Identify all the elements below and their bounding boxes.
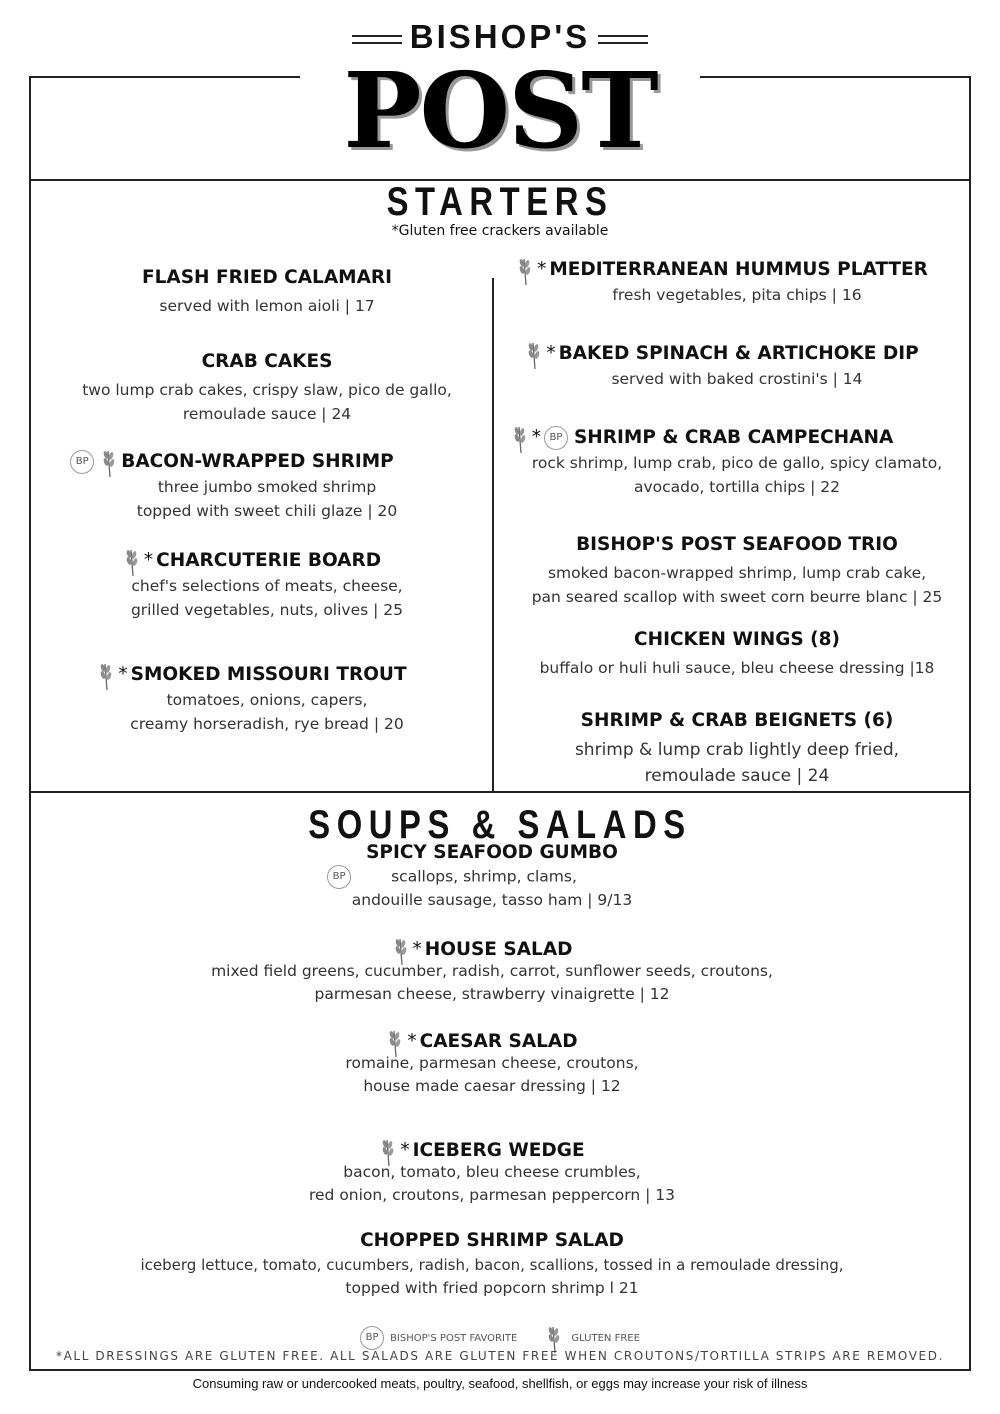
item-desc: two lump crab cakes, crispy slaw, pico de gallo, <box>82 381 452 399</box>
health-warning: Consuming raw or undercooked meats, poultry, seafood, shellfish, or eggs may increase your risk of illness <box>192 1376 808 1391</box>
section-divider <box>30 791 970 793</box>
item-desc: served with lemon aioli | 17 <box>159 297 375 315</box>
bp-favorite-icon: BP <box>327 865 351 889</box>
item-desc: buffalo or huli huli sauce, bleu cheese dressing |18 <box>539 659 935 677</box>
menu-item <box>82 935 902 1006</box>
menu-item <box>477 423 997 499</box>
item-desc: avocado, tortilla chips | 22 <box>633 478 841 496</box>
item-desc: grilled vegetables, nuts, olives | 25 <box>130 601 404 619</box>
gluten-free-icon <box>516 255 534 285</box>
brand-top-text: BISHOP'S <box>409 18 591 55</box>
asterisk: * <box>407 1031 417 1052</box>
asterisk: * <box>412 939 422 960</box>
item-name: CRAB CAKES <box>201 351 333 372</box>
menu-item <box>182 1136 802 1207</box>
dressings-disclaimer: *ALL DRESSINGS ARE GLUTEN FREE. ALL SALADS ARE GLUTEN FREE WHEN CROUTONS/TORTILLA STRIPS ARE REMOVED. <box>56 1349 944 1363</box>
item-name: CHICKEN WINGS (8) <box>634 629 840 650</box>
menu-item <box>477 709 997 788</box>
bp-favorite-icon: BP <box>544 426 568 450</box>
item-desc: mixed field greens, cucumber, radish, carrot, sunflower seeds, croutons, <box>211 962 773 980</box>
item-desc: three jumbo smoked shrimp <box>157 478 377 496</box>
item-name: BACON-WRAPPED SHRIMP <box>121 451 394 472</box>
gf-legend-label: GLUTEN FREE <box>571 1333 640 1344</box>
item-name: BAKED SPINACH & ARTICHOKE DIP <box>558 343 919 364</box>
starters-title: STARTERS <box>386 180 614 224</box>
brand-logo-main: POST <box>300 56 700 166</box>
item-name: SHRIMP & CRAB BEIGNETS (6) <box>580 710 894 731</box>
menu-item <box>182 1027 802 1098</box>
item-name: HOUSE SALAD <box>424 939 573 960</box>
gluten-free-icon <box>525 339 543 369</box>
item-desc: pan seared scallop with sweet corn beurre blanc | 25 <box>531 588 943 606</box>
item-desc: bacon, tomato, bleu cheese crumbles, <box>343 1163 641 1181</box>
menu-item <box>32 1229 952 1300</box>
item-desc: iceberg lettuce, tomato, cucumbers, radish, bacon, scallions, tossed in a remoulade dressing, <box>140 1256 844 1274</box>
item-desc: topped with fried popcorn shrimp l 21 <box>345 1279 639 1297</box>
item-name: CAESAR SALAD <box>419 1031 578 1052</box>
bp-favorite-icon: BP <box>70 450 94 474</box>
item-desc: andouille sausage, tasso ham | 9/13 <box>351 891 633 909</box>
item-desc: topped with sweet chili glaze | 20 <box>136 502 398 520</box>
asterisk: * <box>531 427 541 448</box>
item-desc: red onion, croutons, parmesan peppercorn | 13 <box>308 1186 676 1204</box>
logo-bars-right <box>598 35 648 44</box>
item-name: BISHOP'S POST SEAFOOD TRIO <box>576 534 898 555</box>
gluten-free-icon <box>511 423 529 453</box>
logo-bars-left <box>352 35 402 44</box>
item-desc: parmesan cheese, strawberry vinaigrette | 12 <box>314 985 670 1003</box>
bp-legend-label: BISHOP'S POST FAVORITE <box>390 1333 518 1344</box>
item-name: MEDITERRANEAN HUMMUS PLATTER <box>549 259 928 280</box>
gluten-free-icon <box>97 660 115 690</box>
item-desc: fresh vegetables, pita chips | 16 <box>612 286 862 304</box>
menu-item <box>7 546 527 622</box>
bp-favorite-icon: BP <box>360 1326 384 1350</box>
item-name: CHARCUTERIE BOARD <box>156 550 382 571</box>
asterisk: * <box>546 343 556 364</box>
menu-item <box>477 533 997 609</box>
asterisk: * <box>537 259 547 280</box>
item-desc: smoked bacon-wrapped shrimp, lump crab cake, <box>547 564 927 582</box>
item-name: SHRIMP & CRAB CAMPECHANA <box>573 427 894 448</box>
soups-salads-title: SOUPS & SALADS <box>308 803 692 847</box>
starters-note: *Gluten free crackers available <box>391 223 609 239</box>
item-desc: remoulade sauce | 24 <box>182 405 352 423</box>
item-desc: creamy horseradish, rye bread | 20 <box>130 715 404 733</box>
item-name: ICEBERG WEDGE <box>412 1140 585 1161</box>
menu-item <box>477 628 997 680</box>
item-desc: romaine, parmesan cheese, croutons, <box>345 1054 639 1072</box>
item-desc: shrimp & lump crab lightly deep fried, <box>574 740 900 760</box>
menu-item <box>477 255 997 307</box>
item-name: SPICY SEAFOOD GUMBO <box>366 842 618 863</box>
item-desc: chef's selections of meats, cheese, <box>131 577 403 595</box>
item-desc: tomatoes, onions, capers, <box>166 691 368 709</box>
item-desc: house made caesar dressing | 12 <box>363 1077 621 1095</box>
item-name: SMOKED MISSOURI TROUT <box>130 664 407 685</box>
menu-item <box>7 447 527 523</box>
item-desc: remoulade sauce | 24 <box>644 766 830 786</box>
item-desc: scallops, shrimp, clams, <box>391 867 577 886</box>
item-name: CHOPPED SHRIMP SALAD <box>360 1230 624 1251</box>
item-desc: rock shrimp, lump crab, pico de gallo, spicy clamato, <box>531 454 943 472</box>
gluten-free-icon <box>123 546 141 576</box>
menu-item <box>7 660 527 736</box>
item-name: FLASH FRIED CALAMARI <box>141 267 393 288</box>
frame-bottom <box>30 1369 970 1371</box>
asterisk: * <box>400 1140 410 1161</box>
item-desc: served with baked crostini's | 14 <box>611 370 863 388</box>
gluten-free-icon <box>100 447 118 477</box>
asterisk: * <box>118 664 128 685</box>
menu-item <box>477 339 997 391</box>
asterisk: * <box>143 550 154 571</box>
menu-item <box>182 841 802 912</box>
